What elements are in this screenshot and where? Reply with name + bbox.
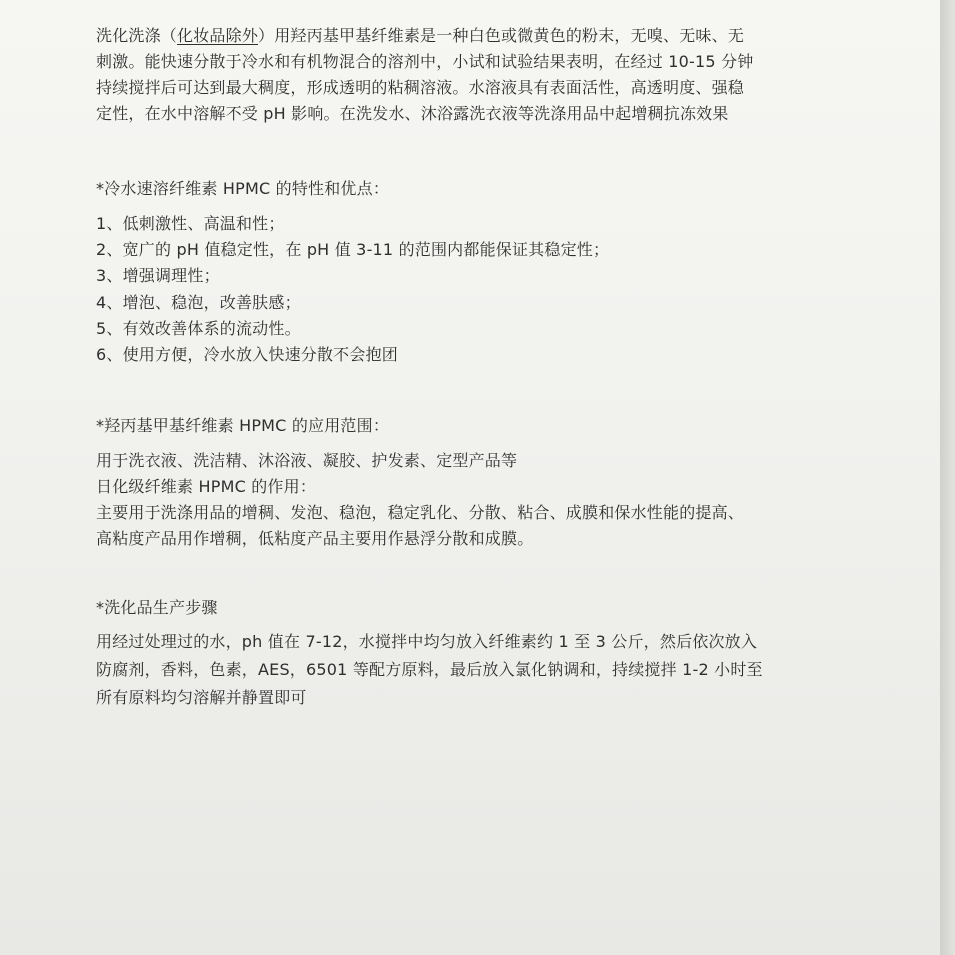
feature-item-4: 4、增泡、稳泡，改善肤感； bbox=[96, 293, 301, 312]
applications-heading: *羟丙基甲基纤维素 HPMC 的应用范围： bbox=[96, 416, 390, 435]
intro-line-1-suffix: ）用羟丙基甲基纤维素是一种白色或微黄色的粉末，无嗅、无味、无 bbox=[258, 26, 745, 45]
applications-line-1: 用于洗衣液、洗洁精、沐浴液、凝胶、护发素、定型产品等 bbox=[96, 451, 518, 470]
feature-item-3: 3、增强调理性； bbox=[96, 266, 220, 285]
intro-line-3: 持续搅拌后可达到最大稠度，形成透明的粘稠溶液。水溶液具有表面活性，高透明度、强稳 bbox=[96, 78, 745, 97]
intro-line-2: 刺激。能快速分散于冷水和有机物混合的溶剂中，小试和试验结果表明，在经过 10-15 分钟 bbox=[96, 52, 754, 71]
production-heading: *洗化品生产步骤 bbox=[96, 598, 218, 617]
production-line-2: 防腐剂，香料，色素，AES，6501 等配方原料，最后放入氯化钠调和，持续搅拌 1-2 小时至 bbox=[96, 660, 763, 679]
intro-line-1 bbox=[96, 28, 744, 44]
feature-item-6: 6、使用方便，冷水放入快速分散不会抱团 bbox=[96, 345, 398, 364]
production-line-1: 用经过处理过的水，ph 值在 7-12，水搅拌中均匀放入纤维素约 1 至 3 公斤，然后依次放入 bbox=[96, 632, 758, 651]
background-edge bbox=[940, 0, 955, 955]
production-line-3: 所有原料均匀溶解并静置即可 bbox=[96, 688, 307, 707]
intro-line-4: 定性，在水中溶解不受 pH 影响。在洗发水、沐浴露洗衣液等洗涤用品中起增稠抗冻效果 bbox=[96, 104, 729, 123]
feature-item-1: 1、低刺激性、高温和性； bbox=[96, 214, 285, 233]
applications-line-4: 高粘度产品用作增稠，低粘度产品主要用作悬浮分散和成膜。 bbox=[96, 529, 534, 548]
applications-line-3: 主要用于洗涤用品的增稠、发泡、稳泡，稳定乳化、分散、粘合、成膜和保水性能的提高、 bbox=[96, 503, 745, 522]
features-heading: *冷水速溶纤维素 HPMC 的特性和优点： bbox=[96, 179, 390, 198]
feature-item-5: 5、有效改善体系的流动性。 bbox=[96, 319, 301, 338]
applications-line-2: 日化级纤维素 HPMC 的作用： bbox=[96, 477, 317, 496]
feature-item-2: 2、宽广的 pH 值稳定性，在 pH 值 3-11 的范围内都能保证其稳定性； bbox=[96, 240, 610, 259]
intro-underlined-note: 化妆品除外 bbox=[177, 26, 259, 45]
intro-line-1-prefix: 洗化洗涤（ bbox=[96, 26, 178, 45]
